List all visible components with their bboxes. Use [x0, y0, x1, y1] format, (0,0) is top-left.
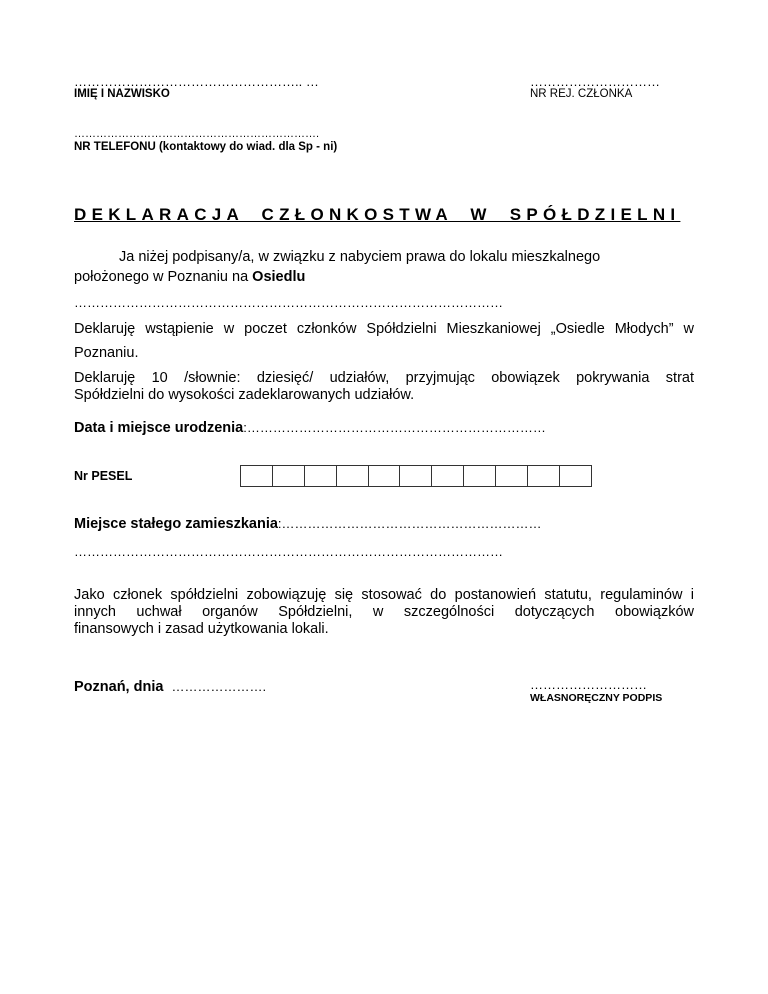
member-number-dots: ………………………… [530, 74, 660, 89]
commitment-line-2: innych uchwał organów Spółdzielni, w szczególności dotyczących obowiązków [74, 604, 694, 620]
intro-line-2-prefix: położonego w Poznaniu na [74, 269, 253, 285]
residence-dots: :…………………………………………………… [277, 516, 542, 531]
intro-line-1: Ja niżej podpisany/a, w związku z nabyciem prawa do lokalu mieszkalnego [119, 249, 601, 265]
pesel-digit-cell[interactable] [560, 465, 592, 487]
settlement-label: Osiedlu [252, 269, 306, 285]
shares-line-2: Spółdzielni do wysokości zadeklarowanych udziałów. [74, 387, 415, 403]
name-label: IMIĘ I NAZWISKO [74, 88, 170, 100]
signature-label: WŁASNORĘCZNY PODPIS [530, 692, 663, 704]
shares-line-1: Deklaruję 10 /słownie: dziesięć/ udziałów, przyjmując obowiązek pokrywania strat [74, 370, 694, 386]
commitment-line-1: Jako członek spółdzielni zobowiązuję się stosować do postanowień statutu, regulaminów i [74, 587, 694, 603]
residence-label: Miejsce stałego zamieszkania [74, 516, 278, 532]
pesel-digit-cell[interactable] [241, 465, 273, 487]
pesel-boxes[interactable] [240, 465, 592, 487]
pesel-digit-cell[interactable] [337, 465, 369, 487]
pesel-digit-cell[interactable] [400, 465, 432, 487]
place-date-dots: …………………. [171, 679, 267, 694]
pesel-label: Nr PESEL [74, 469, 133, 483]
birth-dots: :…………………………………………………………… [243, 420, 546, 435]
commitment-line-3: finansowych i zasad użytkowania lokali. [74, 621, 329, 637]
pesel-digit-cell[interactable] [464, 465, 496, 487]
pesel-digit-cell[interactable] [273, 465, 305, 487]
name-dots: …………………………………………….. … [74, 74, 319, 89]
pesel-digit-cell[interactable] [305, 465, 337, 487]
phone-label: NR TELEFONU (kontaktowy do wiad. dla Sp - ni) [74, 141, 338, 153]
pesel-digit-cell[interactable] [369, 465, 401, 487]
declaration-line-1: Deklaruję wstąpienie w poczet członków Spółdzielni Mieszkaniowej „Osiedle Młodych” w [74, 321, 694, 337]
settlement-dots: ……………………………………………………………………………………… [74, 295, 503, 310]
birth-label: Data i miejsce urodzenia [74, 420, 244, 436]
pesel-digit-cell[interactable] [528, 465, 560, 487]
phone-dots: …………………………………………………………. [74, 128, 320, 140]
signature-dots: ……………………… [530, 677, 647, 692]
page-title: DEKLARACJA CZŁONKOSTWA W SPÓŁDZIELNI [74, 205, 681, 224]
declaration-line-2: Poznaniu. [74, 345, 139, 361]
pesel-digit-cell[interactable] [432, 465, 464, 487]
residence-dots-line-2: ……………………………………………………………………………………… [74, 544, 503, 559]
place-date-label: Poznań, dnia [74, 679, 164, 695]
member-number-label: NR REJ. CZŁONKA [530, 88, 633, 100]
intro-line-2 [74, 268, 305, 286]
pesel-digit-cell[interactable] [496, 465, 528, 487]
